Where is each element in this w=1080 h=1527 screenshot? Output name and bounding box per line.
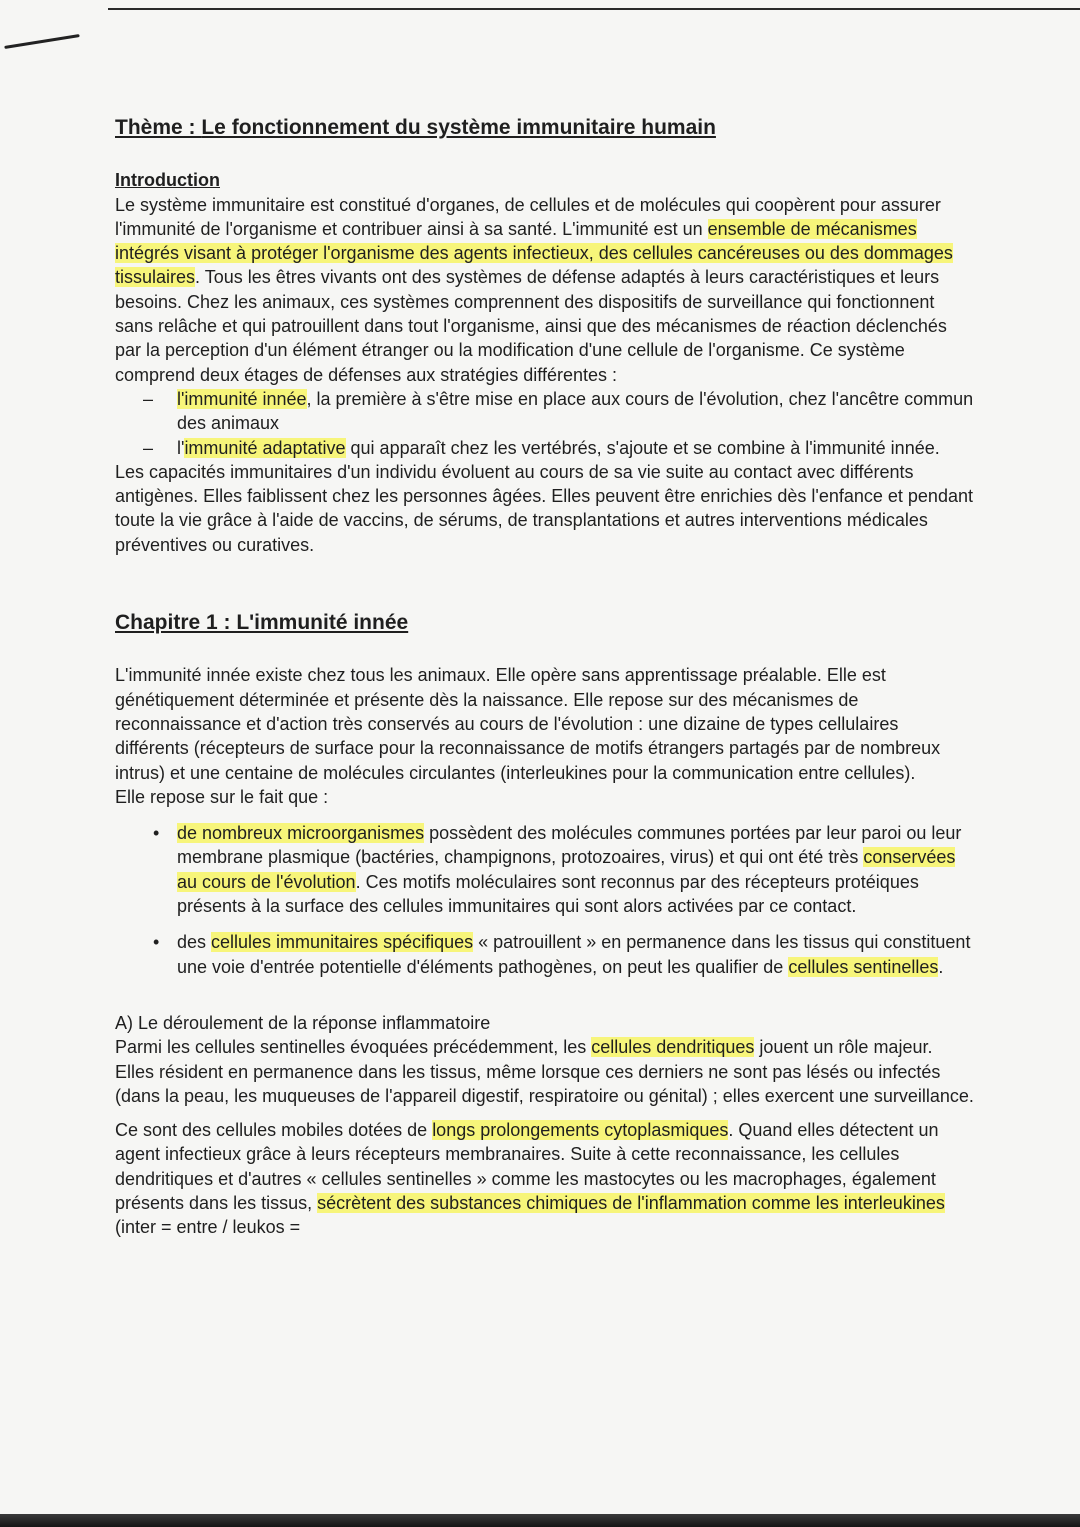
list-item (115, 436, 975, 460)
list-item (115, 821, 975, 918)
highlight: cellules dendritiques (591, 1037, 755, 1058)
highlight: de nombreux microorganismes (177, 823, 425, 844)
bullet-list (115, 821, 975, 979)
list-item (115, 387, 975, 436)
intro-paragraph-1 (115, 193, 975, 387)
text-span: . Quand elles détectent un agent infectieux grâce à leurs récepteurs membranaires. Suite à cette reconnaissance, les cellules dendritiques et d'autres « cellules sentinelles » comme les mastocytes ou les macrophages, également présents dans les tissus, (115, 1120, 939, 1213)
highlight: longs prolongements cytoplasmiques (432, 1120, 729, 1141)
theme-title (115, 116, 975, 140)
page-bottom-edge (0, 1514, 1080, 1527)
text-span: , la première à s'être mise en place aux cours de l'évolution, chez l'ancêtre commun des animaux (177, 388, 974, 434)
chapter-title: Chapitre 1 : L'immunité innée (115, 611, 409, 635)
text-span: possèdent des molécules communes portées par leur paroi ou leur membrane plasmique (bactéries, champignons, protozoaires, virus) et qui ont été très (177, 823, 962, 868)
text-span: qui apparaît chez les vertébrés, s'ajoute et se combine à l'immunité innée. (345, 437, 940, 458)
intro-heading: Introduction (115, 170, 220, 191)
text-span: Le système immunitaire est constitué d'organes, de cellules et de molécules qui coopèrent pour assurer l'immunité de l'organisme et contribuer ainsi à sa santé. L'immunité est un (115, 194, 941, 239)
text-span: . Ces motifs moléculaires sont reconnus par des récepteurs protéiques présents à la surface des cellules immunitaires qui sont alors activées par ce contact. (177, 871, 919, 917)
highlight: ensemble de mécanismes intégrés visant à protéger l'organisme des agents infectieux, des cellules cancéreuses ou des dommages tissulaires (115, 218, 953, 288)
defense-levels-list (115, 387, 975, 460)
highlight: cellules immunitaires spécifiques (211, 932, 474, 953)
text-span: Parmi les cellules sentinelles évoquées précédemment, les (115, 1037, 592, 1058)
text-span: l' (177, 437, 185, 458)
highlight: l'immunité innée (177, 388, 307, 409)
page-top-edge (108, 8, 1080, 10)
text-span: des (177, 932, 212, 953)
chapter-paragraph-1: L'immunité innée existe chez tous les animaux. Elle opère sans apprentissage préalable. Elle est génétiquement déterminée et présente dès la naissance. Elle repose sur des mécanismes de reconnaissance et d'action très conservés au cours de l'évolution : une dizaine de types cellulaires différents (récepteurs de surface pour la reconnaissance de motifs étrangers partagés par de nombreux intrus) et une centaine de molécules circulantes (interleukines pour la communication entre cellules). (115, 665, 941, 783)
theme-title-text: Le fonctionnement du système immunitaire humain (201, 116, 716, 139)
section-a-paragraph-1 (115, 1035, 975, 1108)
document-page (115, 116, 975, 1240)
text-span: . Tous les êtres vivants ont des systèmes de défense adaptés à leurs caractéristiques et leurs besoins. Chez les animaux, ces systèmes comprennent des dispositifs de surveillance qui fonctionnent sans relâche et qui patrouillent dans tout l'organisme, ainsi que des mécanismes de réaction déclenchés par la perception d'un élément étranger ou la modification d'une cellule de l'organisme. Ce système comprend deux étages de défenses aux stratégies différentes : (115, 267, 947, 385)
section-a-title: A) Le déroulement de la réponse inflammatoire (115, 1012, 491, 1033)
highlight: sécrètent des substances chimiques de l'inflammation comme les interleukines (317, 1192, 945, 1213)
list-item (115, 930, 975, 979)
section-a-paragraph-2 (115, 1118, 975, 1239)
text-span: . (938, 956, 944, 977)
text-span: Ce sont des cellules mobiles dotées de (115, 1120, 433, 1141)
highlight: cellules sentinelles (788, 956, 939, 977)
text-span: jouent un rôle majeur. Elles résident en permanence dans les tissus, même lorsque ces derniers ne sont pas lésés ou infectés (dans la peau, les muqueuses de l'appareil digestif, respiratoire ou génital) ; elles exercent une surveillance. (115, 1037, 974, 1106)
text-span: « patrouillent » en permanence dans les tissus qui constituent une voie d'entrée potentielle d'éléments pathogènes, on peut les qualifier de (177, 932, 971, 977)
intro-paragraph-2: Les capacités immunitaires d'un individu évoluent au cours de sa vie suite au contact avec différents antigènes. Elles faiblissent chez les personnes âgées. Elles peuvent être enrichies dès l'enfance et pendant toute la vie grâce à l'aide de vaccins, de sérums, de transplantations et autres interventions médicales préventives ou curatives. (115, 461, 973, 555)
pen-mark (4, 34, 80, 49)
text-span: (inter = entre / leukos = (115, 1217, 301, 1238)
highlight: immunité adaptative (184, 437, 346, 458)
theme-label: Thème : (115, 116, 202, 139)
highlight: conservées au cours de l'évolution (177, 847, 956, 892)
chapter-paragraph-2: Elle repose sur le fait que : (115, 786, 329, 807)
